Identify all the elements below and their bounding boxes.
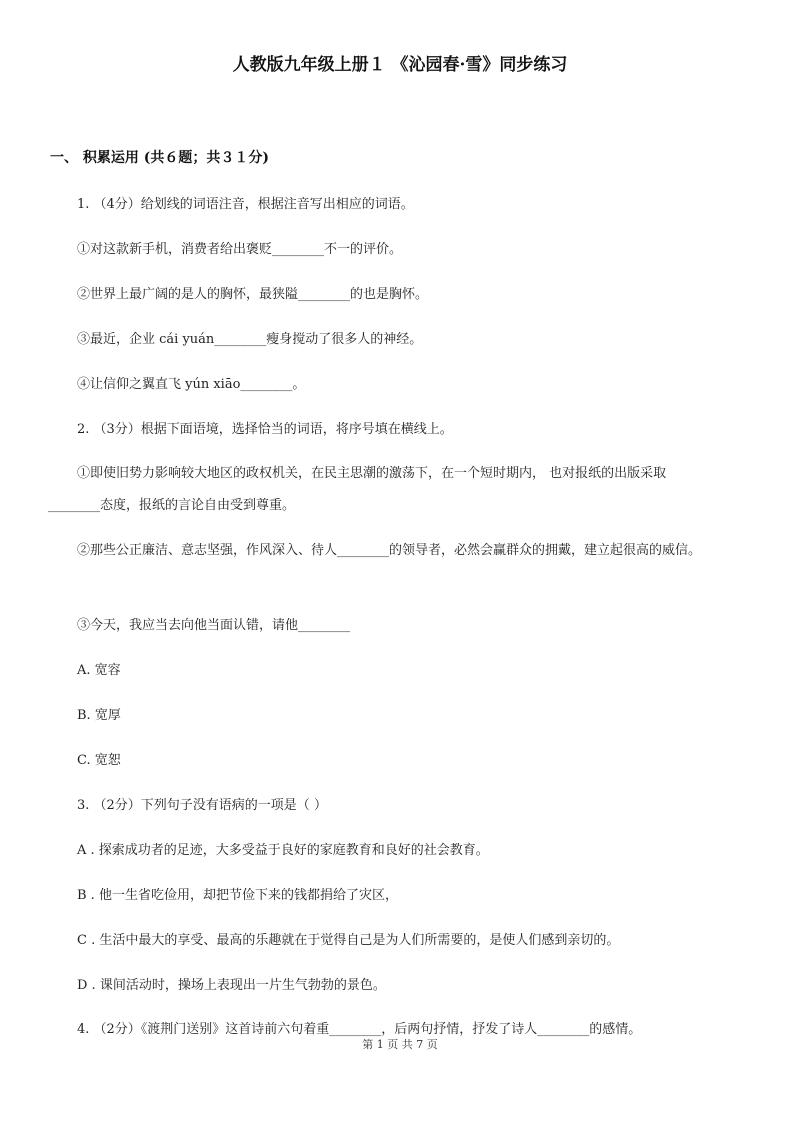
page-footer: 第 1 页 共 7 页: [362, 1038, 438, 1051]
question-2-item-3: ③今天，我应当去向他当面认错，请他________: [77, 618, 351, 633]
question-3-option-d: D . 课间活动时，操场上表现出一片生气勃勃的景色。: [77, 978, 386, 993]
option-b: B. 宽厚: [77, 708, 121, 723]
question-3-option-a: A . 探索成功者的足迹，大多受益于良好的家庭教育和良好的社会教育。: [77, 843, 489, 858]
question-1-item-2: ②世界上最广阔的是人的胸怀，最狭隘________的也是胸怀。: [77, 287, 429, 302]
question-3-stem: 3. （2分）下列句子没有语病的一项是（ ）: [77, 798, 327, 813]
option-c: C. 宽恕: [77, 753, 121, 768]
question-3-option-c: C . 生活中最大的享受、最高的乐趣就在于觉得自己是为人们所需要的，是使人们感到亲切的。: [77, 933, 620, 948]
question-2-item-1: ①即使旧势力影响较大地区的政权机关，在民主思潮的激荡下，在一个短时期内， 也对报纸的出版采取: [77, 466, 667, 481]
question-4-stem: 4. （2分）《渡荆门送别》这首诗前六句着重________，后两句抒情，抒发了诗人________的感情。: [77, 1022, 642, 1037]
question-1-item-3: ③最近，企业 cái yuán________瘦身搅动了很多人的神经。: [77, 332, 423, 347]
document-title: 人教版九年级上册１ 《沁园春·雪》同步练习: [232, 55, 568, 75]
question-1-item-4: ④让信仰之翼直飞 yún xiāo________。: [77, 377, 306, 392]
question-2-item-2: ②那些公正廉洁、意志坚强，作风深入、待人________的领导者，必然会赢群众的拥戴，建立起很高的威信。: [77, 543, 702, 558]
question-1-stem: 1. （4分）给划线的词语注音，根据注音写出相应的词语。: [77, 197, 414, 212]
section-heading: 一、 积累运用 (共６题；共３１分): [50, 150, 269, 166]
question-2-item-1-continued: ________态度，报纸的言论自由受到尊重。: [48, 498, 296, 513]
question-1-item-1: ①对这款新手机，消费者给出褒贬________不一的评价。: [77, 242, 403, 257]
question-2-stem: 2. （3分）根据下面语境，选择恰当的词语，将序号填在横线上。: [77, 422, 453, 437]
option-a: A. 宽容: [77, 663, 121, 678]
question-3-option-b: B . 他一生省吃俭用，却把节俭下来的钱都捐给了灾区，: [77, 888, 398, 903]
